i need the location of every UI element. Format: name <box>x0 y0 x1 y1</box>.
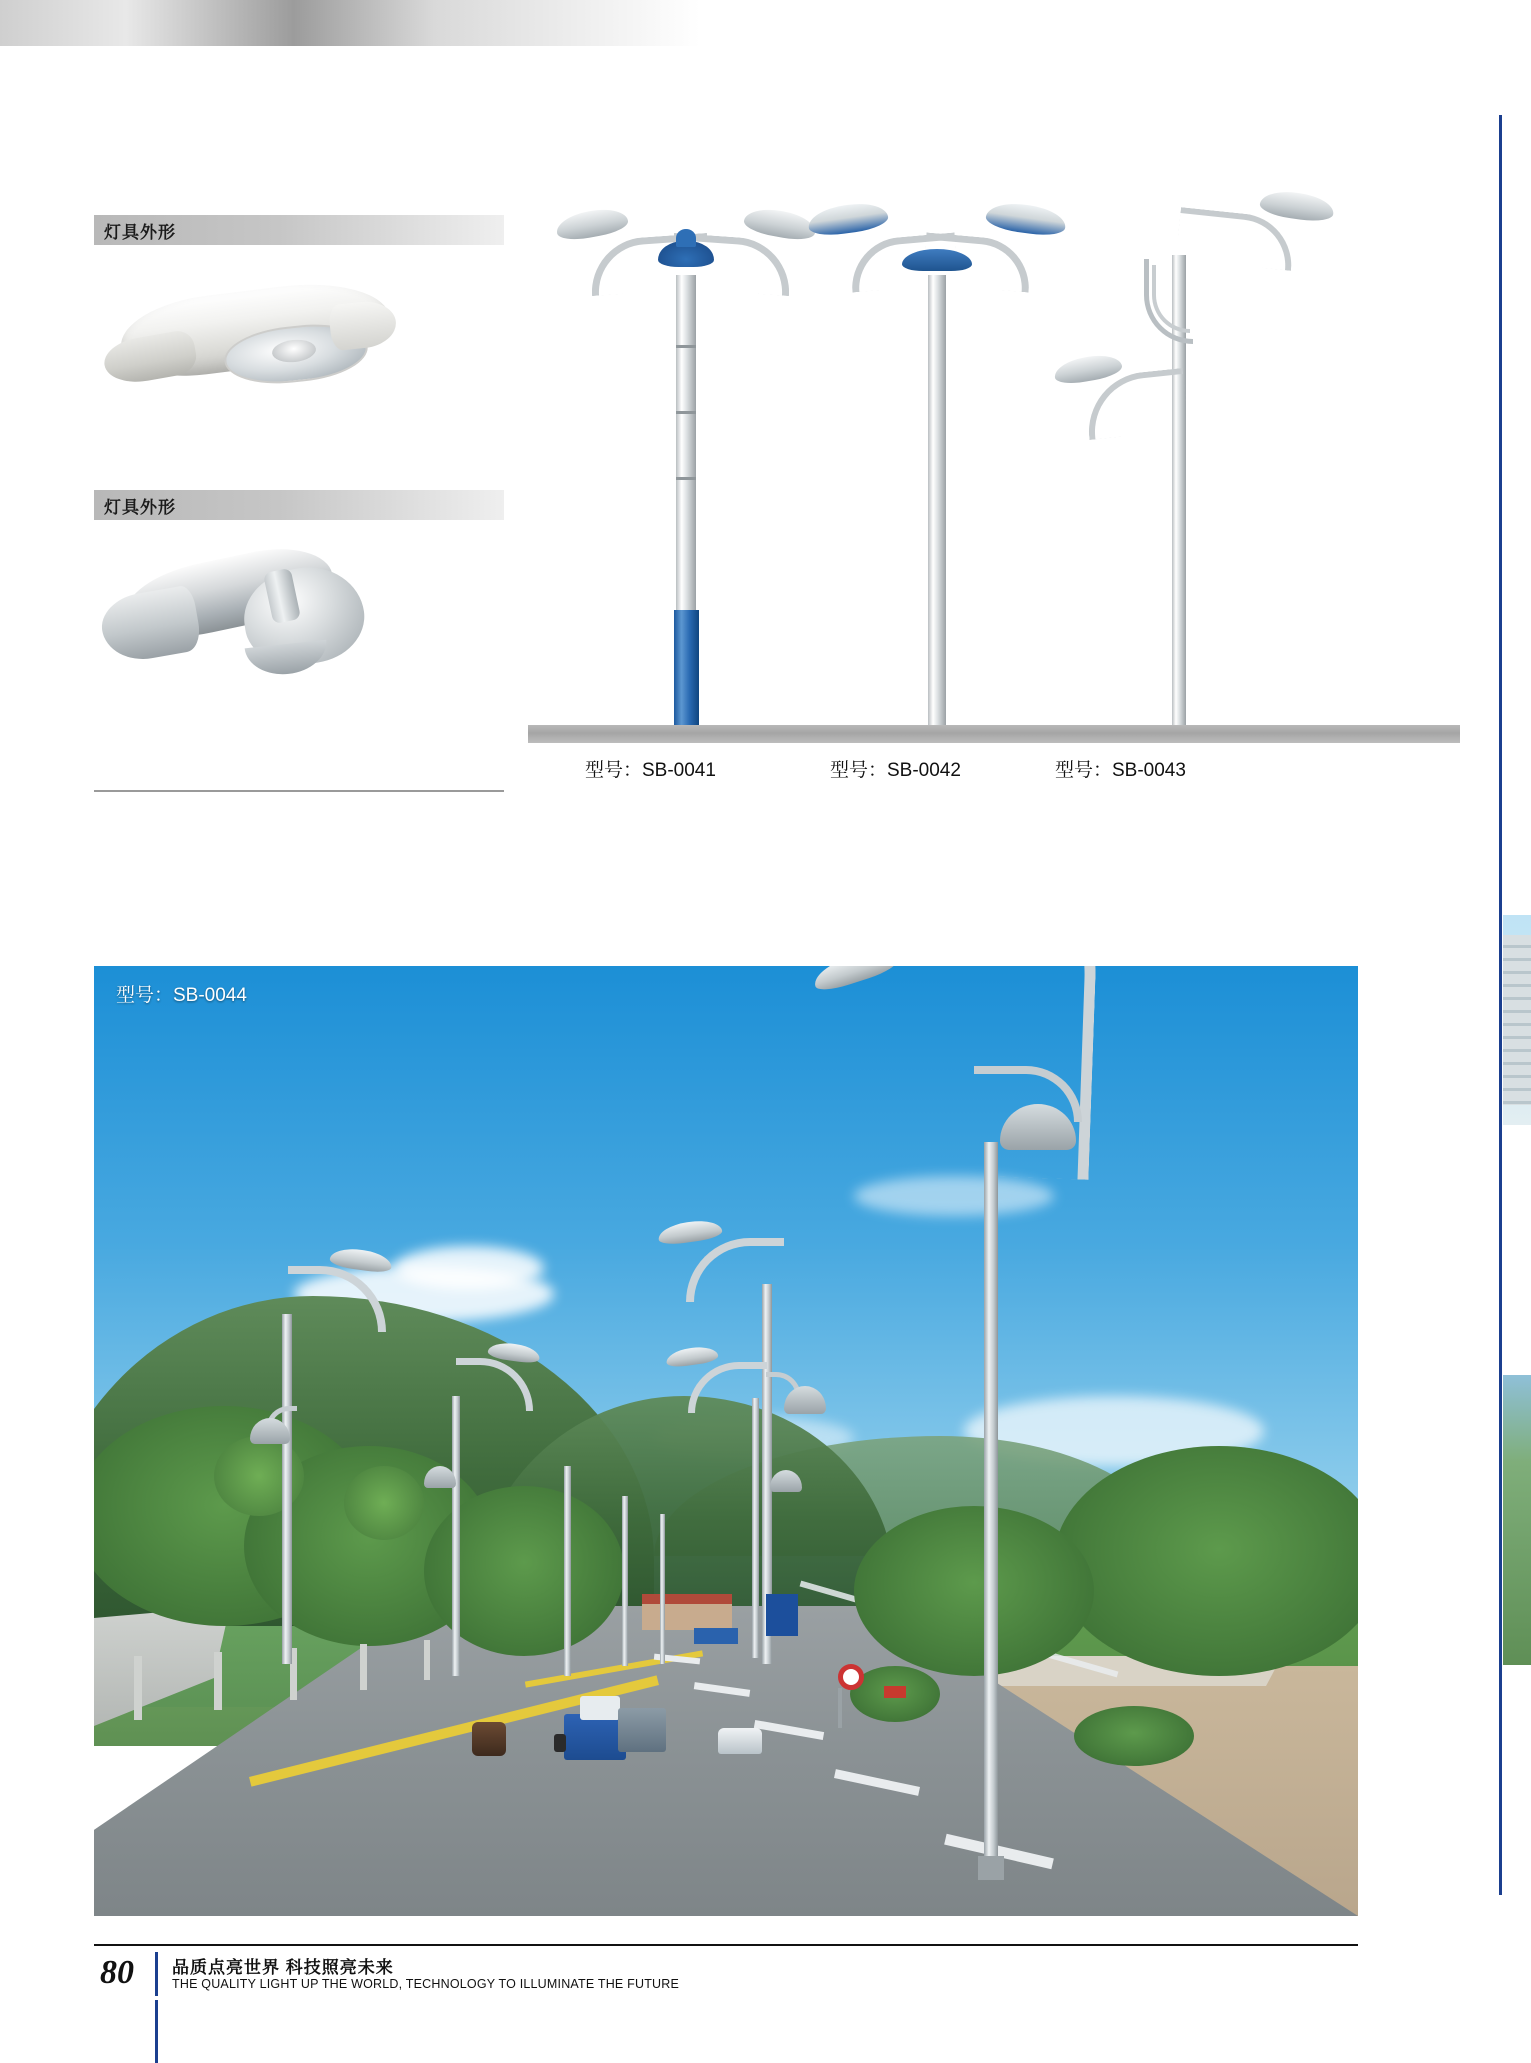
photo-three-wheeler <box>472 1722 506 1756</box>
top-decorative-band <box>0 0 700 46</box>
section-label-lamp-shape-2 <box>94 490 504 520</box>
photo-streetlamp-pole <box>622 1496 628 1666</box>
photo-truck <box>564 1714 626 1760</box>
photo-shrub <box>1074 1706 1194 1766</box>
lamp-head-upper <box>1259 188 1336 224</box>
photo-guide-sign <box>766 1594 798 1636</box>
photo-streetlamp-pole <box>564 1466 571 1676</box>
footer-spine-line <box>155 2000 158 2063</box>
photo-streetlamp-pole-main <box>984 1142 998 1872</box>
photo-streetlamp-pole <box>660 1514 665 1664</box>
lamp-head-lower <box>1052 351 1123 386</box>
section-label-text: 灯具外形 <box>104 222 176 242</box>
photo-distant-building <box>642 1602 732 1630</box>
edge-landscape-fragment <box>1503 1375 1531 1665</box>
footer-divider <box>94 1944 1358 1946</box>
photo-truck-cab <box>580 1696 620 1720</box>
lamp-head-photo-1 <box>94 260 504 450</box>
section-divider <box>94 790 504 792</box>
photo-streetlamp-pole <box>752 1398 759 1658</box>
lamp-head-photo-2 <box>94 540 504 750</box>
photo-cloud <box>854 1176 1054 1216</box>
footer-slogan-en: THE QUALITY LIGHT UP THE WORLD, TECHNOLOGY TO ILLUMINATE THE FUTURE <box>172 1977 680 1991</box>
ground-baseline-bar <box>528 725 1460 743</box>
photo-motorcycle <box>554 1734 566 1752</box>
photo-red-banner <box>884 1686 906 1698</box>
photo-fence-post <box>360 1644 367 1690</box>
pole-caption-sb-0042: 型号：SB-0042 <box>830 760 961 781</box>
section-label-text: 灯具外形 <box>104 497 176 517</box>
photo-fence-post <box>134 1656 142 1720</box>
main-photo-caption: 型号：SB-0044 <box>116 985 247 1006</box>
photo-palm <box>344 1466 424 1540</box>
edge-building-fragment <box>1503 935 1531 1105</box>
photo-cloud <box>394 1246 544 1290</box>
photo-direction-sign <box>694 1628 738 1644</box>
pole-shaft <box>928 275 946 725</box>
lamp-arm-shape <box>97 584 203 666</box>
photo-tree-cluster-right <box>854 1506 1094 1676</box>
lamp-head-left <box>554 205 629 243</box>
lamp-front-cowl-shape <box>101 328 199 387</box>
footer-blue-separator <box>155 1952 158 1996</box>
next-page-edge-strip <box>1499 115 1531 1895</box>
main-street-photo <box>94 966 1358 1916</box>
section-label-lamp-shape-1 <box>94 215 504 245</box>
page-number: 80 <box>100 1954 134 1991</box>
lamp-rear-mount-shape <box>328 299 398 352</box>
pole-caption-sb-0041: 型号：SB-0041 <box>585 760 716 781</box>
photo-fence-post <box>214 1652 222 1710</box>
pole-illustration-group <box>530 215 1460 915</box>
photo-sign-post <box>838 1688 842 1728</box>
footer-slogan-cn: 品质点亮世界 科技照亮未来 <box>172 1958 394 1977</box>
photo-streetlamp-pole <box>452 1396 460 1676</box>
photo-truck-body <box>618 1708 666 1752</box>
pole-ring <box>676 411 696 414</box>
photo-pole-footing <box>978 1856 1004 1880</box>
pole-arm-upper <box>1176 207 1297 271</box>
photo-distant-roof <box>642 1594 732 1604</box>
photo-streetlamp-pole <box>282 1314 292 1664</box>
pole-ring <box>676 477 696 480</box>
photo-car <box>718 1728 762 1754</box>
photo-no-parking-sign <box>838 1664 864 1690</box>
pole-caption-sb-0043: 型号：SB-0043 <box>1055 760 1186 781</box>
photo-fence-post <box>424 1640 430 1680</box>
lamp-head-right <box>742 205 817 243</box>
page-edge-blue-line <box>1499 115 1502 1895</box>
lamp-head-left <box>806 200 889 239</box>
lamp-head-right <box>984 200 1067 239</box>
pole-ornament-top <box>676 229 696 247</box>
pole-base-blue <box>674 610 699 725</box>
pole-ring <box>676 345 696 348</box>
